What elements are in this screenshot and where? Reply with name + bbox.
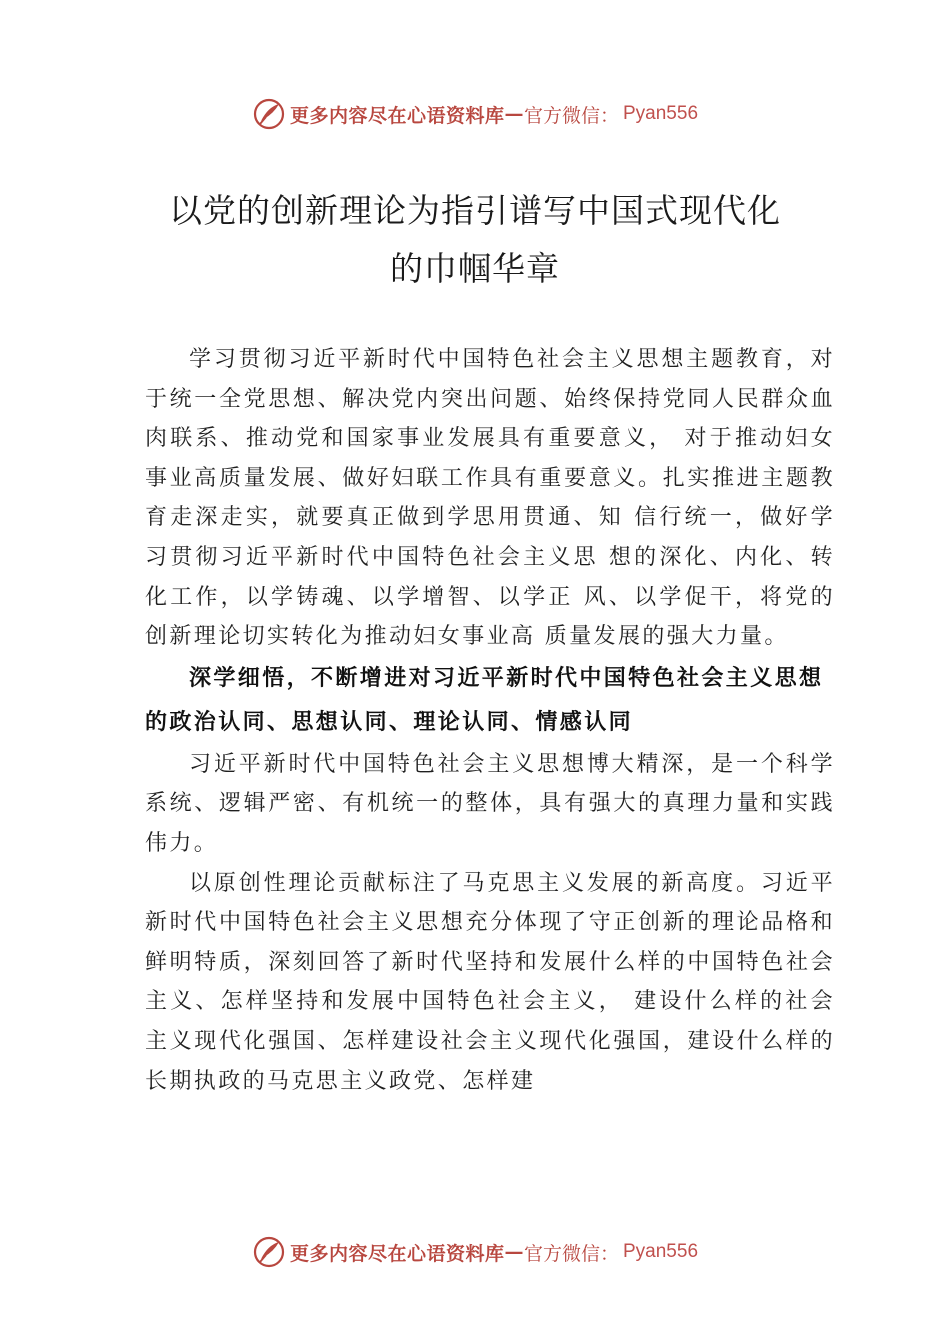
footer-brand: 更多内容尽在心语资料库	[289, 1242, 505, 1265]
footer-banner	[0, 1232, 950, 1272]
document-body	[145, 340, 835, 1101]
section-paragraph-2: 以原创性理论贡献标注了马克思主义发展的新高度。习近平新时代中国特色社会主义思想充分体现了守正创新的理论品格和鲜明特质，深刻回答了新时代坚持和发展什么样的中国特色社会主义、怎样坚持和发展中国特色社会主义， 建设什么样的社会主义现代化强国、怎样建设社会主义现代化强国，建设什么样的长期执政的马克思主义政党、怎样建	[145, 870, 835, 1094]
footer-wechat-id: Pyan556	[623, 1241, 699, 1262]
section-heading: 深学细悟，不断增进对习近平新时代中国特色社会主义思想的政治认同、思想认同、理论认同、情感认同	[145, 665, 824, 735]
header-dash: —	[504, 103, 524, 125]
quill-logo-icon	[252, 97, 286, 131]
header-brand: 更多内容尽在心语资料库	[289, 104, 505, 127]
header-wechat-id: Pyan556	[623, 103, 699, 124]
footer-dash: —	[504, 1241, 524, 1263]
footer-wechat-label: 官方微信：	[523, 1242, 619, 1265]
quill-logo-icon	[252, 1235, 286, 1269]
section-paragraph-1: 习近平新时代中国特色社会主义思想博大精深，是一个科学系统、逻辑严密、有机统一的整体，具有强大的真理力量和实践伟力。	[145, 751, 835, 856]
document-title	[100, 182, 850, 298]
header-banner	[0, 94, 950, 134]
title-line-2: 的巾帼华章	[390, 249, 560, 288]
header-wechat-label: 官方微信：	[523, 104, 619, 127]
title-line-1: 以党的创新理论为指引谱写中国式现代化	[169, 191, 781, 230]
intro-paragraph: 学习贯彻习近平新时代中国特色社会主义思想主题教育，对于统一全党思想、解决党内突出问题、始终保持党同人民群众血肉联系、推动党和国家事业发展具有重要意义， 对于推动妇女事业高质量发展、做好妇联工作具有重要意义。扎实推进主题教育走深走实，就要真正做到学思用贯通、知 信行统一，做好学习贯彻习近平新时代中国特色社会主义思 想的深化、内化、转化工作，以学铸魂、以学增智、以学正 风、以学促干，将党的创新理论切实转化为推动妇女事业高 质量发展的强大力量。	[145, 347, 835, 650]
